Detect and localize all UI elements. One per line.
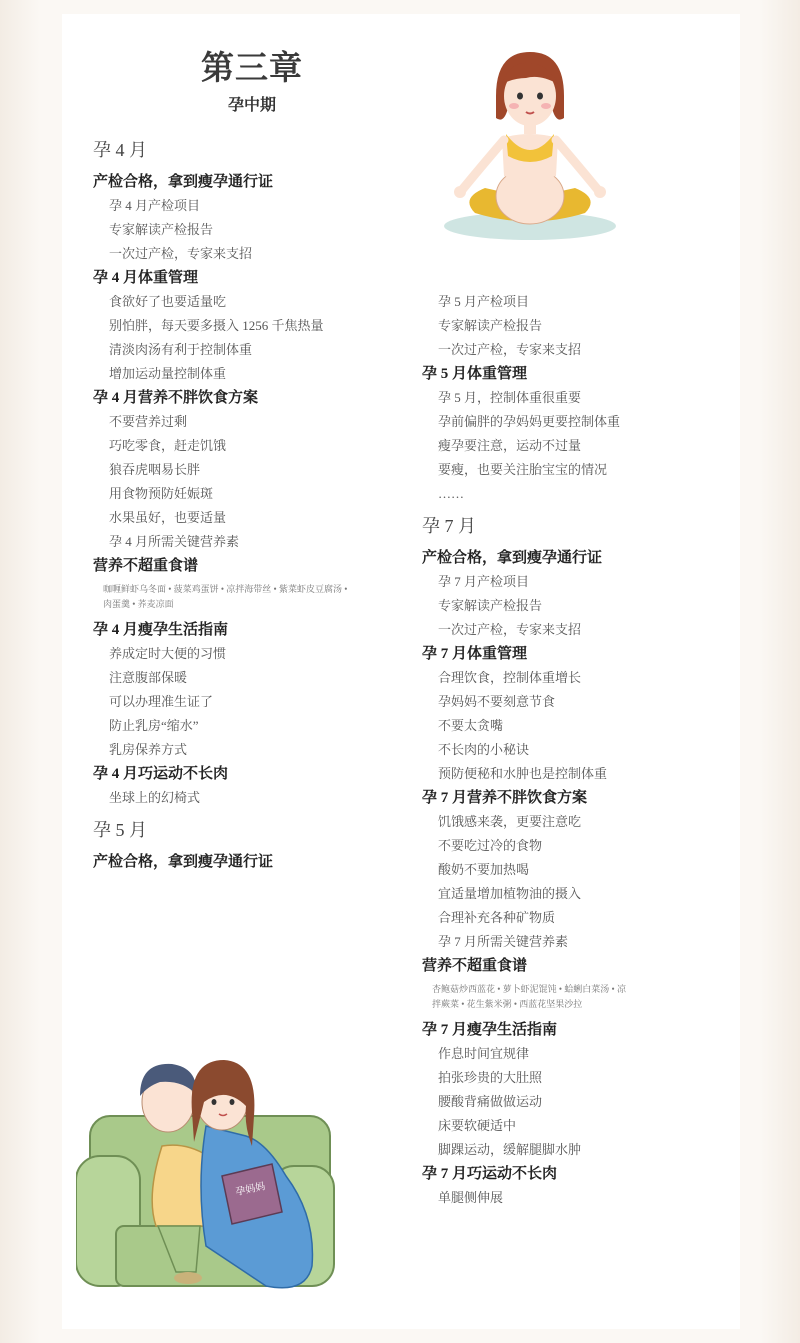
chapter-title: 第三章 — [201, 48, 303, 87]
yoga-woman-illustration — [440, 48, 620, 243]
toc-item: 不长肉的小秘诀 — [438, 742, 530, 757]
toc-item: 可以办理准生证了 — [109, 694, 214, 709]
toc-item: 孕 4 月所需关键营养素 — [109, 534, 240, 549]
toc-item: 食欲好了也要适量吃 — [109, 294, 227, 309]
toc-item: 注意腹部保暖 — [109, 670, 188, 685]
toc-item: 用食物预防妊娠斑 — [109, 486, 214, 501]
couple-on-sofa-illustration — [76, 1046, 338, 1300]
toc-item: 合理补充各种矿物质 — [438, 910, 556, 925]
toc-item: 养成定时大便的习惯 — [109, 646, 227, 661]
toc-item: 孕前偏胖的孕妈妈更要控制体重 — [438, 414, 621, 429]
toc-item: 拍张珍贵的大肚照 — [438, 1070, 543, 1085]
month-heading: 孕 4 月 — [93, 140, 147, 160]
toc-item: 水果虽好，也要适量 — [109, 510, 227, 525]
recipe-line: 咖喱鲜虾乌冬面 • 菠菜鸡蛋饼 • 凉拌海带丝 • 紫菜虾皮豆腐汤 • — [103, 584, 348, 594]
toc-item: 宜适量增加植物油的摄入 — [438, 886, 582, 901]
section-heading: 孕 4 月瘦孕生活指南 — [93, 622, 229, 638]
toc-item: 狼吞虎咽易长胖 — [109, 462, 201, 477]
toc-item: 巧吃零食，赶走饥饿 — [109, 438, 227, 453]
toc-item: 腰酸背痛做做运动 — [438, 1094, 543, 1109]
toc-item: 脚踝运动，缓解腿脚水肿 — [438, 1142, 582, 1157]
toc-item: 饥饿感来袭，更要注意吃 — [438, 814, 582, 829]
toc-item: …… — [438, 486, 464, 501]
book-cover-text: 孕妈妈 — [234, 1181, 267, 1199]
toc-item: 孕 4 月产检项目 — [109, 198, 201, 213]
toc-item: 孕 7 月所需关键营养素 — [438, 934, 569, 949]
toc-item: 孕 5 月产检项目 — [438, 294, 530, 309]
toc-item: 清淡肉汤有利于控制体重 — [109, 342, 253, 357]
toc-left-column — [93, 138, 413, 874]
section-heading: 孕 7 月体重管理 — [422, 646, 528, 662]
recipe-line: 肉蛋羹 • 荞麦凉面 — [103, 599, 174, 609]
section-heading: 孕 4 月营养不胖饮食方案 — [93, 390, 259, 406]
section-heading: 孕 7 月营养不胖饮食方案 — [422, 790, 588, 806]
toc-item: 作息时间宜规律 — [438, 1046, 530, 1061]
toc-item: 不要营养过剩 — [109, 414, 188, 429]
toc-item: 单腿侧伸展 — [438, 1190, 504, 1205]
toc-item: 乳房保养方式 — [109, 742, 188, 757]
section-heading: 孕 7 月瘦孕生活指南 — [422, 1022, 558, 1038]
toc-item: 专家解读产检报告 — [438, 318, 543, 333]
toc-item: 不要太贪嘴 — [438, 718, 504, 733]
toc-item: 孕 7 月产检项目 — [438, 574, 530, 589]
recipe-line: 杏鲍菇炒西蓝花 • 萝卜虾泥馄饨 • 蛤蜊白菜汤 • 凉 — [432, 984, 626, 994]
section-heading: 孕 4 月巧运动不长肉 — [93, 766, 229, 782]
section-heading: 产检合格，拿到瘦孕通行证 — [93, 854, 274, 870]
chapter-subtitle: 孕中期 — [227, 95, 276, 114]
toc-item: 孕 5 月，控制体重很重要 — [438, 390, 582, 405]
month-heading: 孕 5 月 — [93, 820, 147, 840]
toc-item: 坐球上的幻椅式 — [109, 790, 201, 805]
section-heading: 孕 5 月体重管理 — [422, 366, 528, 382]
toc-item: 合理饮食，控制体重增长 — [438, 670, 582, 685]
section-heading: 孕 7 月巧运动不长肉 — [422, 1166, 558, 1182]
section-heading: 产检合格，拿到瘦孕通行证 — [422, 550, 603, 566]
section-heading: 孕 4 月体重管理 — [93, 270, 199, 286]
toc-item: 要瘦，也要关注胎宝宝的情况 — [438, 462, 608, 477]
toc-item: 床要软硬适中 — [438, 1118, 517, 1133]
toc-item: 一次过产检，专家来支招 — [438, 622, 582, 637]
toc-item: 孕妈妈不要刻意节食 — [438, 694, 556, 709]
section-heading: 营养不超重食谱 — [93, 558, 199, 574]
toc-item: 不要吃过冷的食物 — [438, 838, 543, 853]
toc-item: 预防便秘和水肿也是控制体重 — [438, 766, 608, 781]
toc-right-column — [422, 290, 742, 1210]
section-heading: 营养不超重食谱 — [422, 958, 528, 974]
toc-item: 增加运动量控制体重 — [109, 366, 227, 381]
toc-item: 专家解读产检报告 — [109, 222, 214, 237]
recipe-line: 拌蕨菜 • 花生紫米粥 • 西蓝花坚果沙拉 — [432, 999, 583, 1009]
month-heading: 孕 7 月 — [422, 516, 476, 536]
toc-item: 防止乳房“缩水” — [109, 718, 199, 733]
section-heading: 产检合格，拿到瘦孕通行证 — [93, 174, 274, 190]
toc-item: 别怕胖，每天要多摄入 1256 千焦热量 — [109, 318, 324, 333]
toc-item: 瘦孕要注意，运动不过量 — [438, 438, 582, 453]
toc-item: 一次过产检，专家来支招 — [109, 246, 253, 261]
toc-item: 专家解读产检报告 — [438, 598, 543, 613]
toc-item: 酸奶不要加热喝 — [438, 862, 530, 877]
toc-item: 一次过产检，专家来支招 — [438, 342, 582, 357]
